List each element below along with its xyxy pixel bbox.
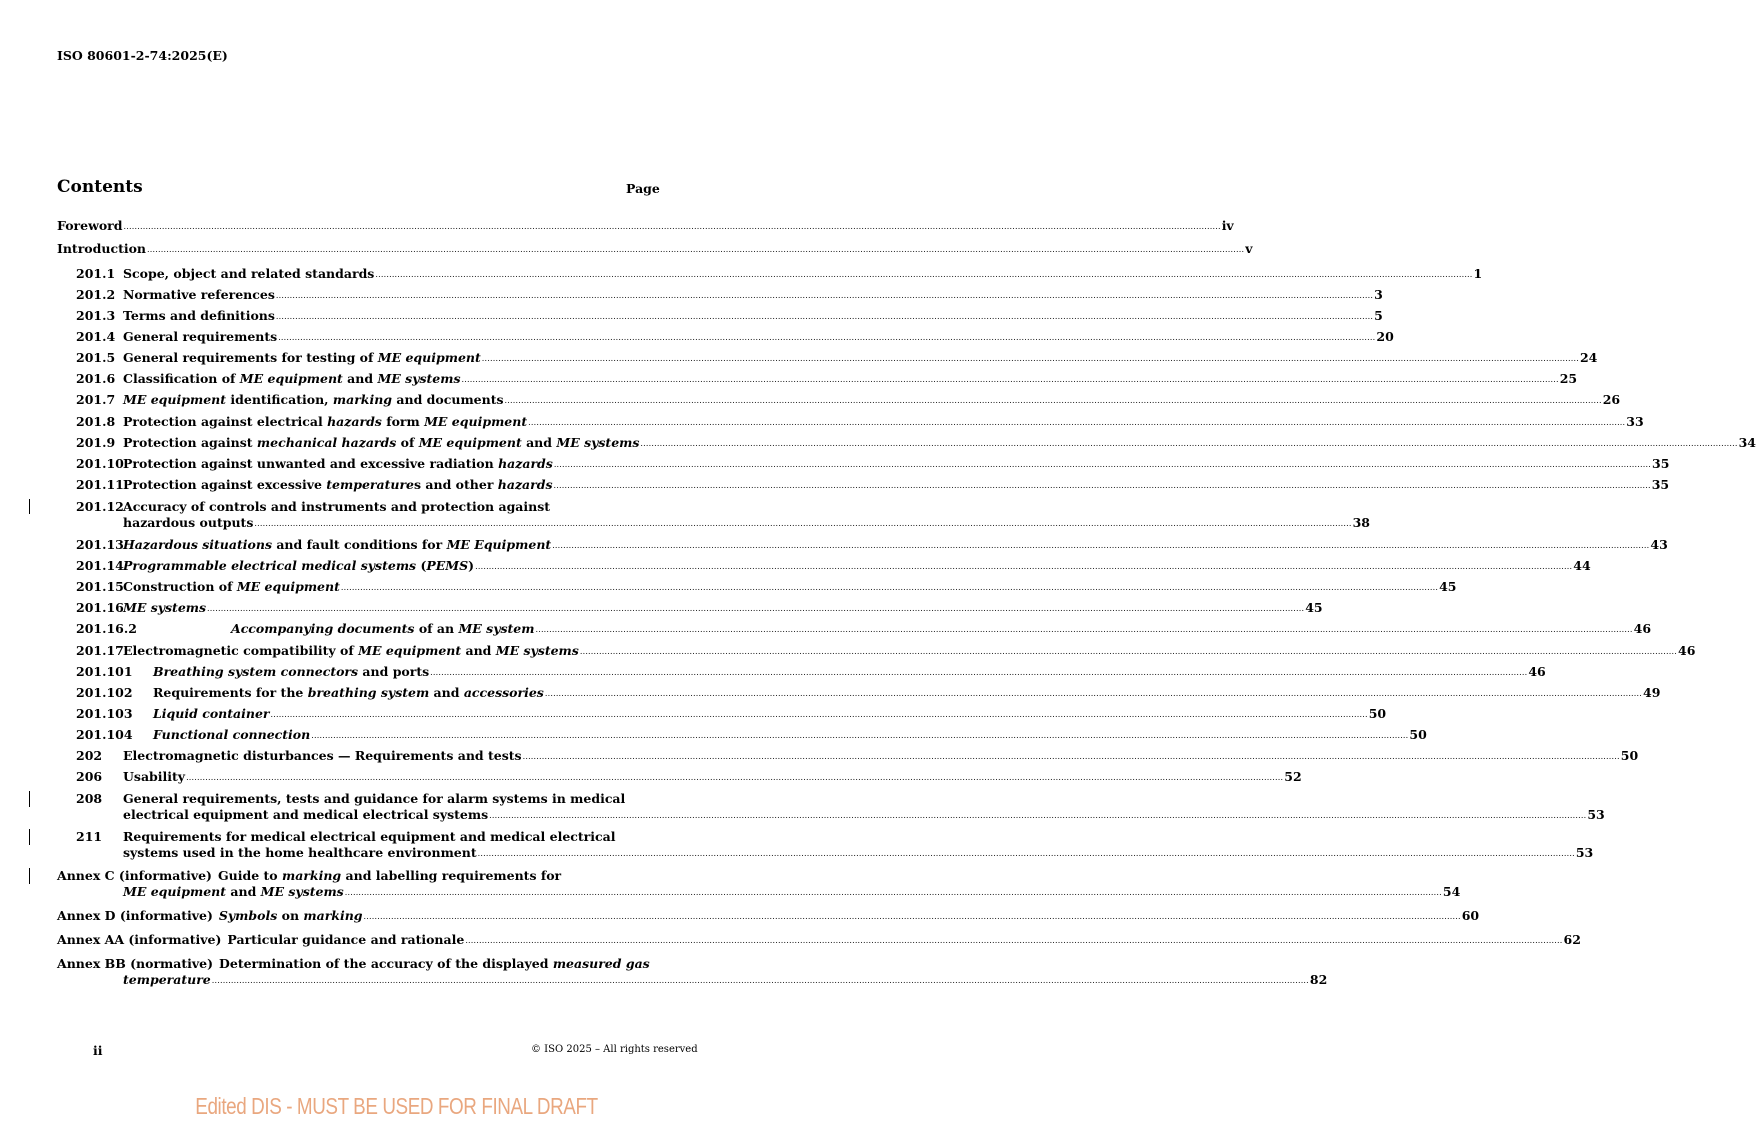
toc-entry-title: Protection against excessive temperatures and other hazards <box>123 477 553 492</box>
toc-entry-title: Electromagnetic disturbances — Requirements and tests <box>123 748 522 763</box>
toc-entry[interactable] <box>57 308 1383 324</box>
toc-entry[interactable] <box>57 371 1578 387</box>
dot-leader: ................................................................................................................................................................................................................................................................................................................................................................................................................ <box>186 773 1284 782</box>
toc-entry[interactable] <box>57 329 1394 345</box>
toc-entry[interactable] <box>57 748 1639 764</box>
toc-entry-title: Determination of the accuracy of the displayed measured gas <box>219 956 650 971</box>
toc-entry-title: Usability <box>123 769 186 784</box>
toc-entry-title: General requirements, tests and guidance for alarm systems in medical <box>123 791 626 806</box>
toc-entry[interactable] <box>57 218 1234 234</box>
toc-entry[interactable] <box>57 414 1644 430</box>
dot-leader: ................................................................................................................................................................................................................................................................................................................................................................................................................ <box>640 439 1738 448</box>
toc-entry-page: 46 <box>1528 664 1546 679</box>
toc-entry-page: v <box>1245 241 1253 256</box>
toc-entry-title: Breathing system connectors and ports <box>153 664 430 679</box>
toc-entry-number: 201.8 <box>76 414 116 429</box>
toc-entry-title: Protection against electrical hazards form ME equipment <box>123 414 528 429</box>
toc-entry-number: 201.9 <box>76 435 116 450</box>
toc-entry-title: Classification of ME equipment and ME systems <box>123 371 461 386</box>
toc-entry-title: General requirements for testing of ME equipment <box>123 350 481 365</box>
draft-watermark: Edited DIS - MUST BE USED FOR FINAL DRAFT <box>195 1093 598 1119</box>
toc-entry-title: Requirements for medical electrical equipment and medical electrical <box>123 829 616 844</box>
toc-entry-page: 50 <box>1620 748 1639 763</box>
toc-entry-number: Foreword <box>57 218 123 233</box>
toc-entry-title: Programmable electrical medical systems (PEMS) <box>123 558 475 573</box>
toc-entry-page: 1 <box>1473 266 1483 281</box>
toc-entry-title: Symbols on marking <box>218 908 363 923</box>
toc-entry[interactable] <box>57 287 1383 303</box>
toc-entry[interactable] <box>57 706 1387 722</box>
toc-entry-page: 62 <box>1563 932 1581 947</box>
toc-entry-title: ME equipment identification, marking and documents <box>123 392 504 407</box>
toc-entry-page: 5 <box>1374 308 1383 323</box>
toc-entry-number: 201.4 <box>76 329 116 344</box>
dot-leader: ................................................................................................................................................................................................................................................................................................................................................................................................................ <box>477 849 1575 858</box>
toc-entry-page: iv <box>1221 218 1234 233</box>
dot-leader: ................................................................................................................................................................................................................................................................................................................................................................................................................ <box>275 291 1374 300</box>
toc-entry-number: Annex BB (normative) <box>57 956 214 971</box>
dot-leader: ................................................................................................................................................................................................................................................................................................................................................................................................................ <box>553 460 1651 469</box>
dot-leader: ................................................................................................................................................................................................................................................................................................................................................................................................................ <box>340 583 1439 592</box>
toc-entry-title: ME systems <box>123 600 207 615</box>
toc-entry-page: 53 <box>1587 807 1605 822</box>
toc-entry-number: 201.11 <box>76 477 124 492</box>
toc-entry[interactable] <box>57 600 1323 616</box>
toc-entry[interactable] <box>57 579 1457 595</box>
toc-entry-number: 201.10 <box>76 456 124 471</box>
dot-leader: ................................................................................................................................................................................................................................................................................................................................................................................................................ <box>528 418 1626 427</box>
toc-entry-page: 50 <box>1409 727 1427 742</box>
dot-leader: ................................................................................................................................................................................................................................................................................................................................................................................................................ <box>254 519 1352 528</box>
dot-leader: ................................................................................................................................................................................................................................................................................................................................................................................................................ <box>207 604 1305 613</box>
toc-entry-number: Annex C (informative) <box>57 868 212 883</box>
contents-heading: Contents <box>57 177 143 197</box>
dot-leader: ................................................................................................................................................................................................................................................................................................................................................................................................................ <box>275 312 1374 321</box>
toc-entry-page: 45 <box>1439 579 1457 594</box>
dot-leader: ................................................................................................................................................................................................................................................................................................................................................................................................................ <box>489 811 1587 820</box>
toc-entry-page: 53 <box>1575 845 1594 860</box>
footer-copyright: © ISO 2025 – All rights reserved <box>531 1044 698 1055</box>
toc-entry-number: 208 <box>76 791 103 806</box>
toc-entry-number: 201.2 <box>76 287 116 302</box>
toc-entry-page: 54 <box>1442 884 1461 899</box>
toc-entry[interactable] <box>57 558 1591 574</box>
toc-entry-page: 35 <box>1651 477 1670 492</box>
toc-entry-title: Guide to marking and labelling requirements for <box>217 868 562 883</box>
toc-entry-number: 201.103 <box>76 706 133 721</box>
toc-entry-number: 201.3 <box>76 308 116 323</box>
dot-leader: ................................................................................................................................................................................................................................................................................................................................................................................................................ <box>544 689 1643 698</box>
dot-leader: ................................................................................................................................................................................................................................................................................................................................................................................................................ <box>344 888 1442 897</box>
toc-entry[interactable] <box>57 392 1621 408</box>
toc-entry[interactable] <box>57 727 1427 743</box>
toc-entry-number: Introduction <box>57 241 147 256</box>
toc-entry-title: Requirements for the breathing system and accessories <box>153 685 544 700</box>
dot-leader: ................................................................................................................................................................................................................................................................................................................................................................................................................ <box>535 625 1633 634</box>
toc-entry-title: Liquid container <box>153 706 270 721</box>
toc-entry[interactable] <box>57 643 1696 659</box>
dot-leader: ................................................................................................................................................................................................................................................................................................................................................................................................................ <box>475 562 1573 571</box>
toc-entry-page: 25 <box>1559 371 1578 386</box>
toc-entry-title: Particular guidance and rationale <box>227 932 465 947</box>
toc-entry[interactable] <box>57 456 1670 472</box>
toc-entry-number: 201.101 <box>76 664 133 679</box>
toc-entry[interactable] <box>57 537 1668 553</box>
dot-leader: ................................................................................................................................................................................................................................................................................................................................................................................................................ <box>552 541 1650 550</box>
toc-entry-page: 52 <box>1284 769 1302 784</box>
toc-entry-number: 201.102 <box>76 685 133 700</box>
toc-entry-number: 201.12 <box>76 499 124 514</box>
dot-leader: ................................................................................................................................................................................................................................................................................................................................................................................................................ <box>211 976 1309 985</box>
toc-entry-page: 33 <box>1626 414 1644 429</box>
toc-entry-title: Protection against unwanted and excessive radiation hazards <box>123 456 553 471</box>
toc-entry[interactable] <box>57 350 1598 366</box>
toc-entry-page: 26 <box>1602 392 1621 407</box>
dot-leader: ................................................................................................................................................................................................................................................................................................................................................................................................................ <box>311 731 1409 740</box>
toc-entry-number: 201.13 <box>76 537 124 552</box>
toc-entry-number: 206 <box>76 769 103 784</box>
dot-leader: ................................................................................................................................................................................................................................................................................................................................................................................................................ <box>504 396 1602 405</box>
toc-entry-title: Terms and definitions <box>123 308 275 323</box>
toc-entry[interactable] <box>57 685 1661 701</box>
dot-leader: ................................................................................................................................................................................................................................................................................................................................................................................................................ <box>465 936 1563 945</box>
dot-leader: ................................................................................................................................................................................................................................................................................................................................................................................................................ <box>481 354 1579 363</box>
toc-entry-title-continued: ME equipment and ME systems <box>123 884 344 899</box>
toc-entry-number: 202 <box>76 748 103 763</box>
toc-entry-title: Accompanying documents of an ME system <box>231 621 535 636</box>
toc-entry-number: 201.16.2 <box>76 621 137 636</box>
toc-entry-page: 50 <box>1368 706 1387 721</box>
toc-entry-page: 49 <box>1643 685 1661 700</box>
document-id: ISO 80601-2-74:2025(E) <box>57 48 228 63</box>
toc-entry-page: 34 <box>1738 435 1756 450</box>
toc-entry-page: 60 <box>1461 908 1480 923</box>
toc-entry-page: 20 <box>1376 329 1394 344</box>
change-bar <box>29 829 30 845</box>
toc-entry-title: General requirements <box>123 329 278 344</box>
toc-entry-number: 211 <box>76 829 103 844</box>
toc-entry-title: Normative references <box>123 287 275 302</box>
toc-entry-title: Accuracy of controls and instruments and protection against <box>123 499 551 514</box>
toc-entry-page: 46 <box>1633 621 1652 636</box>
dot-leader: ................................................................................................................................................................................................................................................................................................................................................................................................................ <box>461 375 1559 384</box>
toc-entry[interactable] <box>57 266 1483 282</box>
toc-entry-number: Annex D (informative) <box>57 908 213 923</box>
toc-entry-number: 201.5 <box>76 350 116 365</box>
dot-leader: ................................................................................................................................................................................................................................................................................................................................................................................................................ <box>522 752 1620 761</box>
toc-entry-page: 24 <box>1579 350 1598 365</box>
dot-leader: ................................................................................................................................................................................................................................................................................................................................................................................................................ <box>579 647 1678 656</box>
toc-entry-title: Protection against mechanical hazards of ME equipment and ME systems <box>123 435 640 450</box>
toc-entry-title: Functional connection <box>153 727 311 742</box>
toc-entry[interactable] <box>57 791 1605 823</box>
toc-entry-number: 201.6 <box>76 371 116 386</box>
toc-entry-number: Annex AA (informative) <box>57 932 222 947</box>
toc-entry-page: 44 <box>1573 558 1591 573</box>
toc-entry-number: 201.104 <box>76 727 133 742</box>
toc-entry[interactable] <box>57 829 1594 861</box>
toc-entry-title: Scope, object and related standards <box>123 266 375 281</box>
toc-entry-page: 35 <box>1652 456 1670 471</box>
dot-leader: ................................................................................................................................................................................................................................................................................................................................................................................................................ <box>363 912 1461 921</box>
dot-leader: ................................................................................................................................................................................................................................................................................................................................................................................................................ <box>270 710 1368 719</box>
toc-entry[interactable] <box>57 477 1670 493</box>
toc-entry-page: 43 <box>1650 537 1668 552</box>
toc-entry-number: 201.1 <box>76 266 116 281</box>
toc-entry-title-continued: temperature <box>123 972 211 987</box>
dot-leader: ................................................................................................................................................................................................................................................................................................................................................................................................................ <box>278 333 1376 342</box>
toc-entry-number: 201.14 <box>76 558 124 573</box>
toc-entry[interactable] <box>57 499 1370 531</box>
toc-entry[interactable] <box>57 868 1461 900</box>
toc-entry-title-continued: electrical equipment and medical electrical systems <box>123 807 489 822</box>
toc-entry-number: 201.7 <box>76 392 116 407</box>
toc-entry[interactable] <box>57 932 1581 948</box>
dot-leader: ................................................................................................................................................................................................................................................................................................................................................................................................................ <box>123 222 1221 231</box>
toc-entry-page: 3 <box>1374 287 1383 302</box>
toc-entry-title-continued: systems used in the home healthcare environment <box>123 845 477 860</box>
toc-entry[interactable] <box>57 621 1652 637</box>
toc-entry-page: 82 <box>1309 972 1328 987</box>
change-bar <box>29 868 30 884</box>
dot-leader: ................................................................................................................................................................................................................................................................................................................................................................................................................ <box>553 481 1651 490</box>
page-column-heading: Page <box>626 181 660 196</box>
dot-leader: ................................................................................................................................................................................................................................................................................................................................................................................................................ <box>147 245 1245 254</box>
toc-entry[interactable] <box>57 241 1253 257</box>
toc-entry-number: 201.17 <box>76 643 124 658</box>
toc-entry-title: Electromagnetic compatibility of ME equipment and ME systems <box>123 643 579 658</box>
toc-entry[interactable] <box>57 435 1756 451</box>
toc-entry-page: 38 <box>1352 515 1370 530</box>
toc-entry[interactable] <box>57 956 1328 988</box>
toc-entry-title-continued: hazardous outputs <box>123 515 254 530</box>
toc-entry-number: 201.15 <box>76 579 124 594</box>
toc-entry[interactable] <box>57 908 1480 924</box>
toc-entry-title: Construction of ME equipment <box>123 579 340 594</box>
toc-entry-number: 201.16 <box>76 600 124 615</box>
dot-leader: ................................................................................................................................................................................................................................................................................................................................................................................................................ <box>430 668 1528 677</box>
footer-page-number: ii <box>93 1043 103 1058</box>
toc-entry[interactable] <box>57 769 1302 785</box>
toc-entry-page: 46 <box>1678 643 1696 658</box>
toc-entry-page: 45 <box>1305 600 1323 615</box>
dot-leader: ................................................................................................................................................................................................................................................................................................................................................................................................................ <box>375 270 1473 279</box>
toc-entry-title: Hazardous situations and fault conditions for ME Equipment <box>123 537 552 552</box>
toc-entry[interactable] <box>57 664 1546 680</box>
change-bar <box>29 791 30 807</box>
change-bar <box>29 499 30 514</box>
